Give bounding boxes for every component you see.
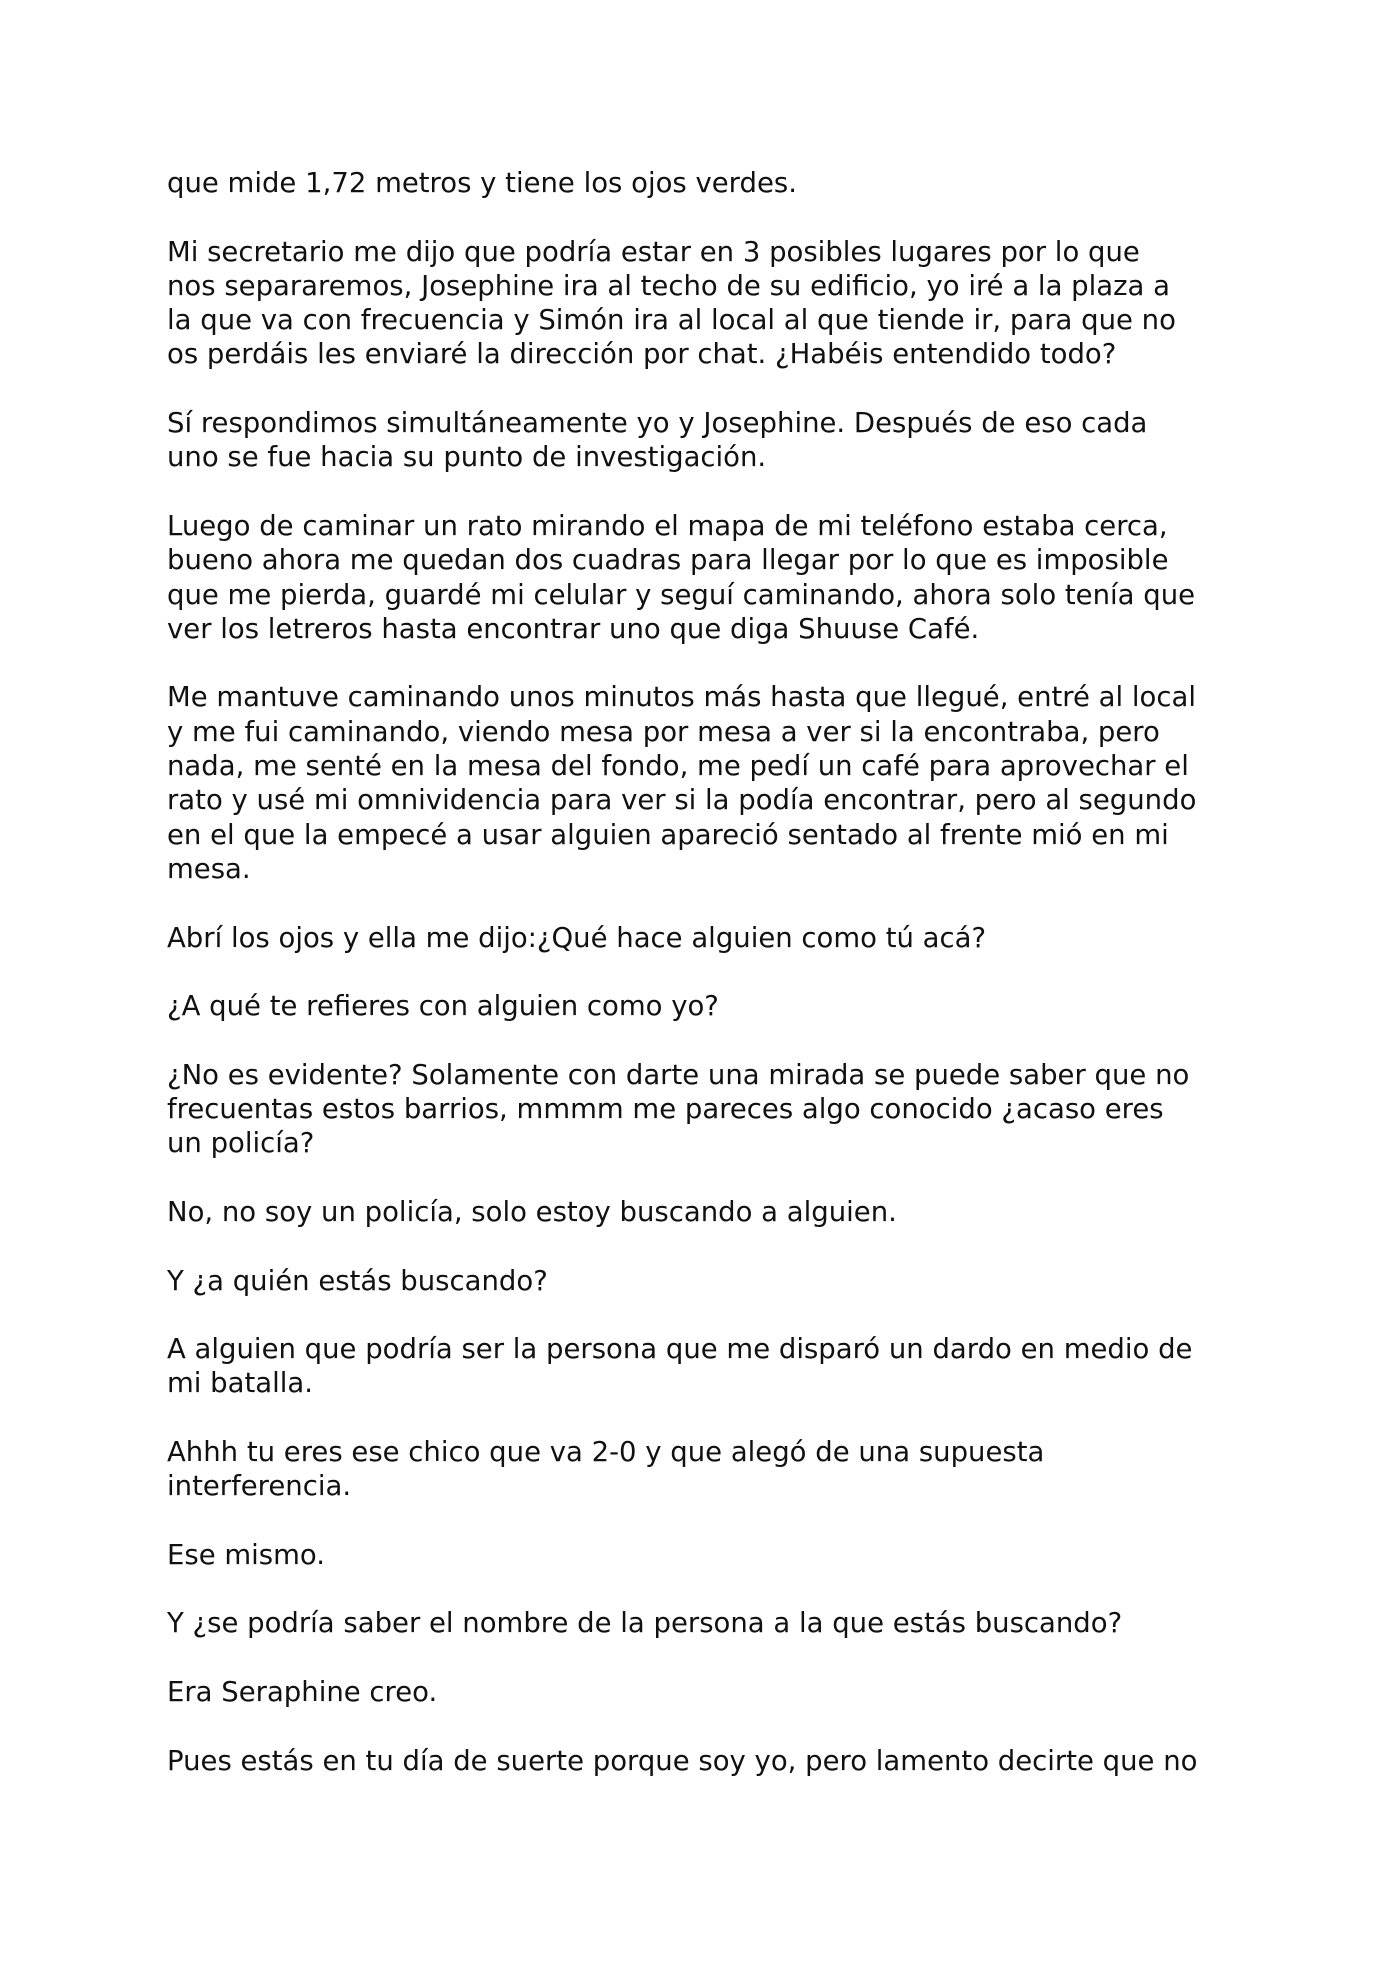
paragraph: No, no soy un policía, solo estoy buscando a alguien. [167, 1195, 897, 1228]
paragraph: Abrí los ojos y ella me dijo:¿Qué hace alguien como tú acá? [167, 921, 987, 954]
paragraph: ¿No es evidente? Solamente con darte una mirada se puede saber que no frecuentas estos barrios, mmmm me pareces algo conocido ¿acaso eres un policía? [167, 1058, 1190, 1160]
paragraph: Mi secretario me dijo que podría estar en 3 posibles lugares por lo que nos separaremos, Josephine ira al techo de su edificio, yo iré a la plaza a la que va con frecuencia y Simón ira al local al que tiende ir, para que no os perdáis les enviaré la dirección por chat. ¿Habéis entendido todo? [167, 235, 1176, 371]
paragraph: Luego de caminar un rato mirando el mapa de mi teléfono estaba cerca, bueno ahora me quedan dos cuadras para llegar por lo que es imposible que me pierda, guardé mi celular y seguí caminando, ahora solo tenía que ver los letreros hasta encontrar uno que diga Shuuse Café. [167, 509, 1196, 645]
paragraph: Era Seraphine creo. [167, 1676, 438, 1709]
paragraph: Y ¿se podría saber el nombre de la persona a la que estás buscando? [167, 1607, 1123, 1640]
document-body [167, 166, 1247, 1812]
paragraph: A alguien que podría ser la persona que me disparó un dardo en medio de mi batalla. [167, 1333, 1193, 1400]
paragraph: Y ¿a quién estás buscando? [167, 1264, 548, 1297]
paragraph: Sí respondimos simultáneamente yo y Josephine. Después de eso cada uno se fue hacia su punto de investigación. [167, 407, 1148, 474]
paragraph: ¿A qué te refieres con alguien como yo? [167, 990, 719, 1023]
paragraph: Me mantuve caminando unos minutos más hasta que llegué, entré al local y me fui caminando, viendo mesa por mesa a ver si la encontraba, pero nada, me senté en la mesa del fondo, me pedí un café para aprovechar el rato y usé mi omnividencia para ver si la podía encontrar, pero al segundo en el que la empecé a usar alguien apareció sentado al frente mió en mi mesa. [167, 681, 1197, 885]
paragraph: que mide 1,72 metros y tiene los ojos verdes. [167, 167, 797, 199]
paragraph: Ahhh tu eres ese chico que va 2-0 y que alegó de una supuesta interferencia. [167, 1435, 1045, 1503]
paragraph: Pues estás en tu día de suerte porque soy yo, pero lamento decirte que no [167, 1744, 1198, 1777]
paragraph: Ese mismo. [167, 1538, 325, 1571]
